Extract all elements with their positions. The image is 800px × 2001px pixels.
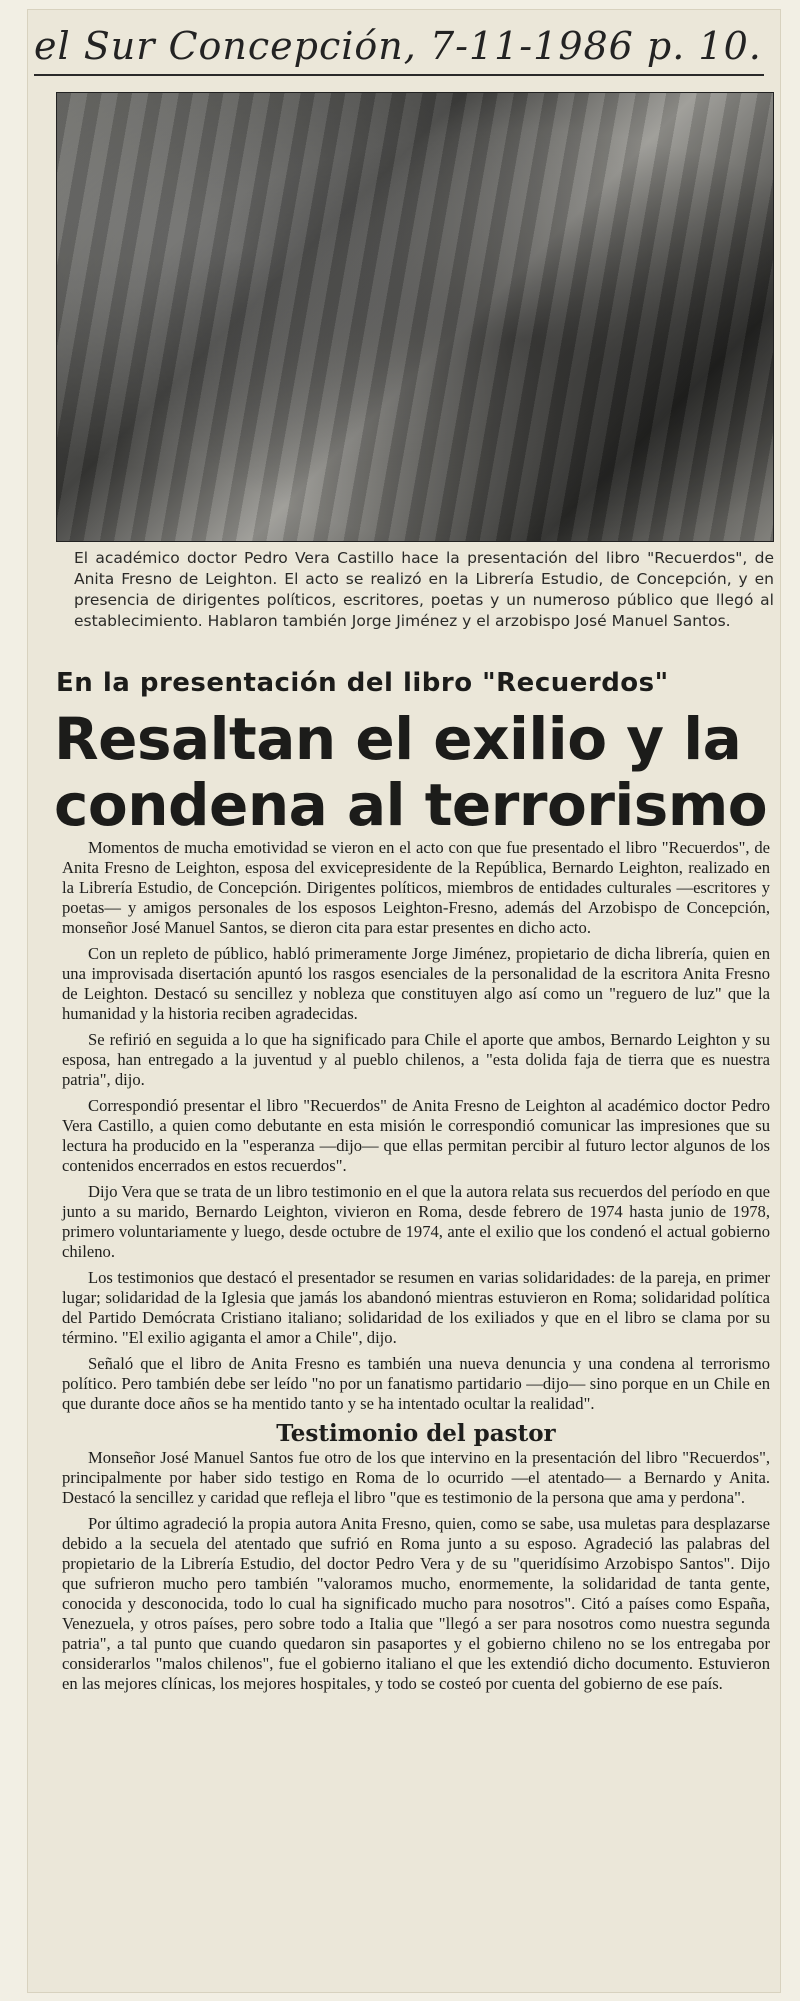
handwritten-source-note: el Sur Concepción, 7-11-1986 p. 10. xyxy=(34,18,764,76)
article-kicker: En la presentación del libro "Recuerdos" xyxy=(56,668,669,698)
article-paragraph: Señaló que el libro de Anita Fresno es también una nueva denuncia y una condena al terrorismo político. Pero también debe ser leído "no por un fanatismo partidario —dijo— sino porque en un Chile en que durante doce años se ha mentido tanto y se ha intentado ocultar la realidad". xyxy=(62,1354,770,1413)
article-headline xyxy=(54,706,770,838)
article-paragraph: Por último agradeció la propia autora Anita Fresno, quien, como se sabe, usa muletas para desplazarse debido a la secuela del atentado que sufrió en Roma junto a su esposo. Agradeció las palabras del propietario de la Librería Estudio, del doctor Pedro Vera y de su "queridísimo Arzobispo Santos". Dijo que sufrieron mucho pero también "valoramos mucho, enormemente, la solidaridad de tanta gente, conocida y desconocida, todo lo cual ha significado mucho para nosotros". Citó a países como España, Venezuela, y otros países, pero sobre todo a Italia que "llegó a ser para nosotros como nuestra segunda patria", a tal punto que cuando quedaron sin pasaportes y el gobierno chileno no se los entregaba por considerarlos "malos chilenos", fue el gobierno italiano el que les extendió dicho documento. Estuvieron en las mejores clínicas, los mejores hospitales, y todo se costeó por cuenta del gobierno de ese país. xyxy=(62,1514,770,1693)
photo-texture xyxy=(57,93,773,541)
article-paragraph: Monseñor José Manuel Santos fue otro de los que intervino en la presentación del libro "Recuerdos", principalmente por haber sido testigo en Roma de lo ocurrido —el atentado— a Bernardo y Anita. Destacó la sencillez y caridad que refleja el libro "que es testimonio de la persona que ama y perdona". xyxy=(62,1448,770,1507)
event-photo xyxy=(56,92,774,542)
photo-caption: El académico doctor Pedro Vera Castillo hace la presentación del libro "Recuerdos", de Anita Fresno de Leighton. El acto se realizó en la Librería Estudio, de Concepción, y en presencia de dirigentes políticos, escritores, poetas y un numeroso público que llegó al establecimiento. Hablaron también Jorge Jiménez y el arzobispo José Manuel Santos. xyxy=(74,549,774,630)
article-paragraph: Momentos de mucha emotividad se vieron en el acto con que fue presentado el libro "Recuerdos", de Anita Fresno de Leighton, esposa del exvicepresidente de la República, Bernardo Leighton, realizado en la Librería Estudio, de Concepción. Dirigentes políticos, miembros de entidades culturales —escritores y poetas— y amigos personales de los esposos Leighton-Fresno, además del Arzobispo de Concepción, monseñor José Manuel Santos, se dieron cita para estar presentes en dicho acto. xyxy=(62,838,770,937)
article-paragraph: Correspondió presentar el libro "Recuerdos" de Anita Fresno de Leighton al académico doctor Pedro Vera Castillo, a quien como debutante en esta misión le correspondió comunicar las impresiones que su lectura ha producido en la "esperanza —dijo— que ellas permitan percibir al futuro lector algunos de los contenidos encerrados en estos recuerdos". xyxy=(62,1096,770,1175)
headline-line-2: condena al terrorismo xyxy=(54,771,768,839)
article-paragraph: Los testimonios que destacó el presentador se resumen en varias solidaridades: de la pareja, en primer lugar; solidaridad de la Iglesia que jamás los abandonó mientras estuvieron en Roma; solidaridad política del Partido Demócrata Cristiano italiano; solidaridad de los exiliados y que en el libro se clama por su término. "El exilio agiganta el amor a Chile", dijo. xyxy=(62,1268,770,1347)
article-paragraph: Con un repleto de público, habló primeramente Jorge Jiménez, propietario de dicha librería, quien en una improvisada disertación apuntó los rasgos esenciales de la personalidad de la escritora Anita Fresno de Leighton. Destacó su sencillez y nobleza que constituyen algo así como un "reguero de luz" que la humanidad y la historia reciben agradecidas. xyxy=(62,944,770,1023)
article-body xyxy=(62,838,770,1700)
section-subhead: Testimonio del pastor xyxy=(276,1420,556,1447)
article-paragraph: Dijo Vera que se trata de un libro testimonio en el que la autora relata sus recuerdos del período en que junto a su marido, Bernardo Leighton, vivieron en Roma, desde febrero de 1974 hasta junio de 1978, primero voluntariamente y luego, desde octubre de 1974, ante el exilio que los condenó el actual gobierno chileno. xyxy=(62,1182,770,1261)
headline-line-1: Resaltan el exilio y la xyxy=(54,705,742,773)
article-paragraph: Se refirió en seguida a lo que ha significado para Chile el aporte que ambos, Bernardo Leighton y su esposa, han entregado a la juventud y al pueblo chilenos, a "esta dolida faja de tierra que es nuestra patria", dijo. xyxy=(62,1030,770,1089)
